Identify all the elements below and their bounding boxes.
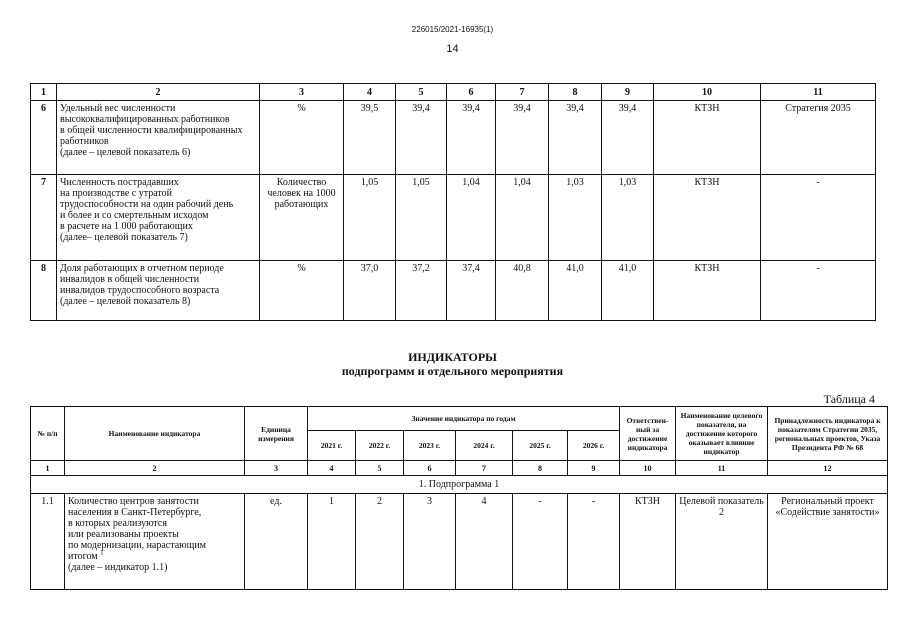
row-number: 8 [31,261,57,321]
name-line: Доля работающих в отчетном периоде [60,263,224,274]
value-cell: 40,8 [496,261,549,321]
name-line: Численность пострадавших [60,177,179,188]
header-target-name: Наименование целевого показателя, на достижение которого оказывает влияние индикатор [676,407,768,461]
value-cell: - [513,494,568,590]
extra-cell: - [761,175,876,261]
section-title [0,350,905,378]
value-cell: 1 [308,494,356,590]
responsible-cell: КТЗН [654,101,761,175]
col-number: 2 [57,84,260,101]
col-number: 2 [65,461,245,476]
row-number: 7 [31,175,57,261]
name-line-text: итогом [68,551,98,562]
header-year: 2024 г. [456,431,513,461]
name-line: Удельный вес численности [60,103,176,114]
value-cell: 1,05 [396,175,447,261]
name-line: по модернизации, нарастающим [68,540,207,551]
indicator-name [65,494,245,590]
value-cell: 39,4 [396,101,447,175]
extra-cell: - [761,261,876,321]
document-registration-number: 226015/2021-16935(1) [411,25,494,34]
col-number: 3 [245,461,308,476]
col-number: 8 [513,461,568,476]
col-number: 1 [31,84,57,101]
name-line: трудоспособности на один рабочий день [60,199,234,210]
subprogram-section-row [31,476,888,494]
name-line: и более и со смертельным исходом [60,210,209,221]
value-cell: 39,4 [496,101,549,175]
name-line: (далее – целевой показатель 6) [60,147,191,158]
header-responsible: Ответствен-ный за достижение индикатора [620,407,676,461]
value-cell: - [568,494,620,590]
name-line: или реализованы проекты [68,529,179,540]
col-number: 11 [761,84,876,101]
subprogram-title: 1. Подпрограмма 1 [31,476,888,494]
value-cell: 3 [404,494,456,590]
name-line: (далее – целевой показатель 8) [60,296,191,307]
unit-cell: % [260,101,344,175]
value-cell: 1,03 [549,175,602,261]
belonging-cell: Региональный проект «Содействие занятости» [768,494,888,590]
indicator-name [57,261,260,321]
name-line: в которых реализуются [68,518,167,529]
col-number: 12 [768,461,888,476]
col-number: 10 [654,84,761,101]
value-cell: 41,0 [602,261,654,321]
value-cell: 1,03 [602,175,654,261]
indicators-table [30,406,888,590]
name-line: работников [60,136,109,147]
page-number: 14 [446,43,459,55]
header-num: № п/п [31,407,65,461]
col-number: 9 [602,84,654,101]
name-line: на производстве с утратой [60,188,173,199]
col-number: 3 [260,84,344,101]
value-cell: 37,4 [447,261,496,321]
header-values-group: Значение индикатора по годам [308,407,620,431]
value-cell: 37,2 [396,261,447,321]
indicator-name [57,175,260,261]
col-number: 10 [620,461,676,476]
name-line: в общей численности квалифицированных [60,125,243,136]
row-number: 1.1 [31,494,65,590]
col-number: 7 [456,461,513,476]
table-label: Таблица 4 [823,392,875,406]
header-year: 2023 г. [404,431,456,461]
responsible-cell: КТЗН [654,261,761,321]
name-line: инвалидов в общей численности [60,274,200,285]
value-cell: 39,5 [344,101,396,175]
row-number: 6 [31,101,57,175]
header-year: 2025 г. [513,431,568,461]
value-cell: 1,04 [447,175,496,261]
col-number: 1 [31,461,65,476]
header-year: 2022 г. [356,431,404,461]
header-name: Наименование индикатора [65,407,245,461]
extra-cell: Стратегия 2035 [761,101,876,175]
header-unit: Единица измерения [245,407,308,461]
value-cell: 37,0 [344,261,396,321]
name-line: (далее– целевой показатель 7) [60,232,188,243]
col-number: 4 [344,84,396,101]
col-number: 4 [308,461,356,476]
table-row [31,494,888,590]
header-year: 2021 г. [308,431,356,461]
responsible-cell: КТЗН [654,175,761,261]
footnote-marker: 1 [100,548,104,557]
col-number: 7 [496,84,549,101]
name-line: высококвалифицированных работников [60,114,230,125]
col-number: 11 [676,461,768,476]
target-indicators-table [30,83,876,321]
responsible-cell: КТЗН [620,494,676,590]
value-cell: 1,04 [496,175,549,261]
table2-column-numbers [31,461,888,476]
name-line: Количество центров занятости [68,496,199,507]
section-title-line: подпрограмм и отдельного мероприятия [341,364,564,378]
value-cell: 4 [456,494,513,590]
name-line [68,548,241,562]
unit-cell: % [260,261,344,321]
name-line: инвалидов трудоспособного возраста [60,285,220,296]
col-number: 6 [447,84,496,101]
table-row [31,261,876,321]
value-cell: 39,4 [549,101,602,175]
header-year: 2026 г. [568,431,620,461]
col-number: 6 [404,461,456,476]
value-cell: 41,0 [549,261,602,321]
name-line: в расчете на 1 000 работающих [60,221,193,232]
table1-column-numbers [31,84,876,101]
indicator-name [57,101,260,175]
table-row [31,175,876,261]
unit-cell: Количество человек на 1000 работающих [260,175,344,261]
value-cell: 39,4 [447,101,496,175]
col-number: 8 [549,84,602,101]
value-cell: 39,4 [602,101,654,175]
name-line: (далее – индикатор 1.1) [68,562,168,573]
col-number: 5 [396,84,447,101]
col-number: 5 [356,461,404,476]
unit-cell: ед. [245,494,308,590]
table-row [31,101,876,175]
name-line: населения в Санкт-Петербурге, [68,507,202,518]
table2-header-row [31,407,888,431]
section-title-line: ИНДИКАТОРЫ [408,350,497,364]
value-cell: 1,05 [344,175,396,261]
target-cell: Целевой показатель 2 [676,494,768,590]
value-cell: 2 [356,494,404,590]
col-number: 9 [568,461,620,476]
header-belonging: Принадлежность индикатора к показателям Стратегии 2035, региональных проектов, Указа Президента РФ № 68 [768,407,888,461]
